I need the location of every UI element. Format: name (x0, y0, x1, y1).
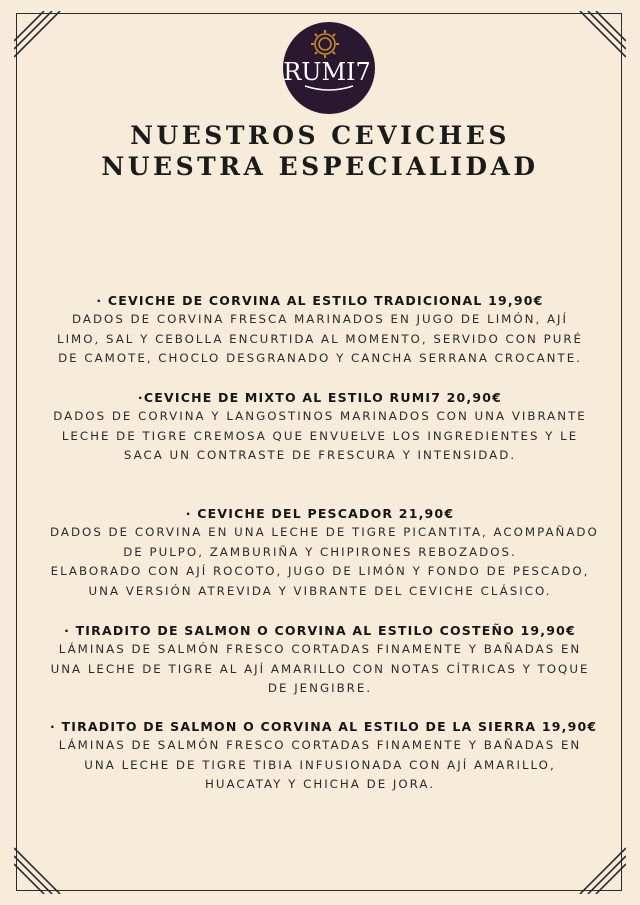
menu-item (50, 389, 590, 466)
menu-item-description (50, 523, 599, 601)
description-line: DE PULPO, ZAMBURIÑA Y CHIPIRONES REBOZADOS. (123, 544, 517, 559)
description-line: UNA LECHE DE TIGRE TIBIA INFUSIONADA CON AJÍ AMARILLO, (84, 757, 556, 772)
description-line: UNA VERSIÓN ATREVIDA Y VIBRANTE DEL CEVICHE CLÁSICO. (88, 583, 552, 598)
description-line: DE JENGIBRE. (267, 681, 373, 695)
description-line: HUACATAY Y CHICHA DE JORA. (204, 777, 435, 791)
menu-item-title: · TIRADITO DE SALMON O CORVINA AL ESTILO COSTEÑO 19,90€ (64, 623, 576, 638)
menu-heading (0, 120, 640, 182)
brand-logo (283, 22, 375, 114)
menu-item-description (50, 310, 590, 369)
page-title: NUESTROS CEVICHES (130, 121, 510, 150)
sun-emblem-icon (283, 22, 375, 114)
menu-item (50, 292, 590, 369)
menu-item-description (50, 736, 590, 795)
description-line: LÁMINAS DE SALMÓN FRESCO CORTADAS FINAMENTE Y BAÑADAS EN (58, 738, 582, 752)
menu-item-description (50, 407, 590, 466)
menu-item-title: · CEVICHE DEL PESCADOR 21,90€ (185, 506, 455, 521)
menu-item-description (50, 640, 590, 699)
menu-item (50, 505, 599, 601)
menu-item-title: ·CEVICHE DE MIXTO AL ESTILO RUMI7 20,90€ (137, 390, 503, 405)
description-line: UNA LECHE DE TIGRE AL AJÍ AMARILLO CON NOTAS CÍTRICAS Y TOQUE (50, 661, 590, 676)
corner-ornament-top-left (14, 11, 64, 61)
menu-item (50, 718, 598, 795)
logo-text: RUMI7 (283, 58, 371, 86)
page-subtitle: NUESTRA ESPECIALIDAD (101, 152, 539, 181)
description-line: LÁMINAS DE SALMÓN FRESCO CORTADAS FINAMENTE Y BAÑADAS EN (58, 642, 582, 656)
menu-item-title: · TIRADITO DE SALMON O CORVINA AL ESTILO DE LA SIERRA 19,90€ (50, 719, 598, 734)
corner-ornament-bottom-left (14, 844, 64, 894)
corner-ornament-bottom-right (576, 844, 626, 894)
corner-ornament-top-right (576, 11, 626, 61)
description-line: ELABORADO CON AJÍ ROCOTO, JUGO DE LIMÓN Y FONDO DE PESCADO, (50, 564, 590, 578)
menu-item-title: · CEVICHE DE CORVINA AL ESTILO TRADICIONAL 19,90€ (96, 293, 544, 308)
menu-item (50, 622, 590, 699)
description-line: DADOS DE CORVINA FRESCA MARINADOS EN JUGO DE LIMÓN, AJÍ (72, 312, 568, 326)
description-line: DADOS DE CORVINA Y LANGOSTINOS MARINADOS CON UNA VIBRANTE (53, 409, 587, 423)
description-line: DE CAMOTE, CHOCLO DESGRANADO Y CANCHA SERRANA CROCANTE. (58, 351, 582, 365)
description-line: SACA UN CONTRASTE DE FRESCURA Y INTENSIDAD. (123, 448, 517, 462)
description-line: LIMO, SAL Y CEBOLLA ENCURTIDA AL MOMENTO, SERVIDO CON PURÉ (57, 331, 583, 346)
description-line: LECHE DE TIGRE CREMOSA QUE ENVUELVE LOS INGREDIENTES Y LE (61, 428, 579, 443)
description-line: DADOS DE CORVINA EN UNA LECHE DE TIGRE PICANTITA, ACOMPAÑADO (50, 525, 599, 539)
